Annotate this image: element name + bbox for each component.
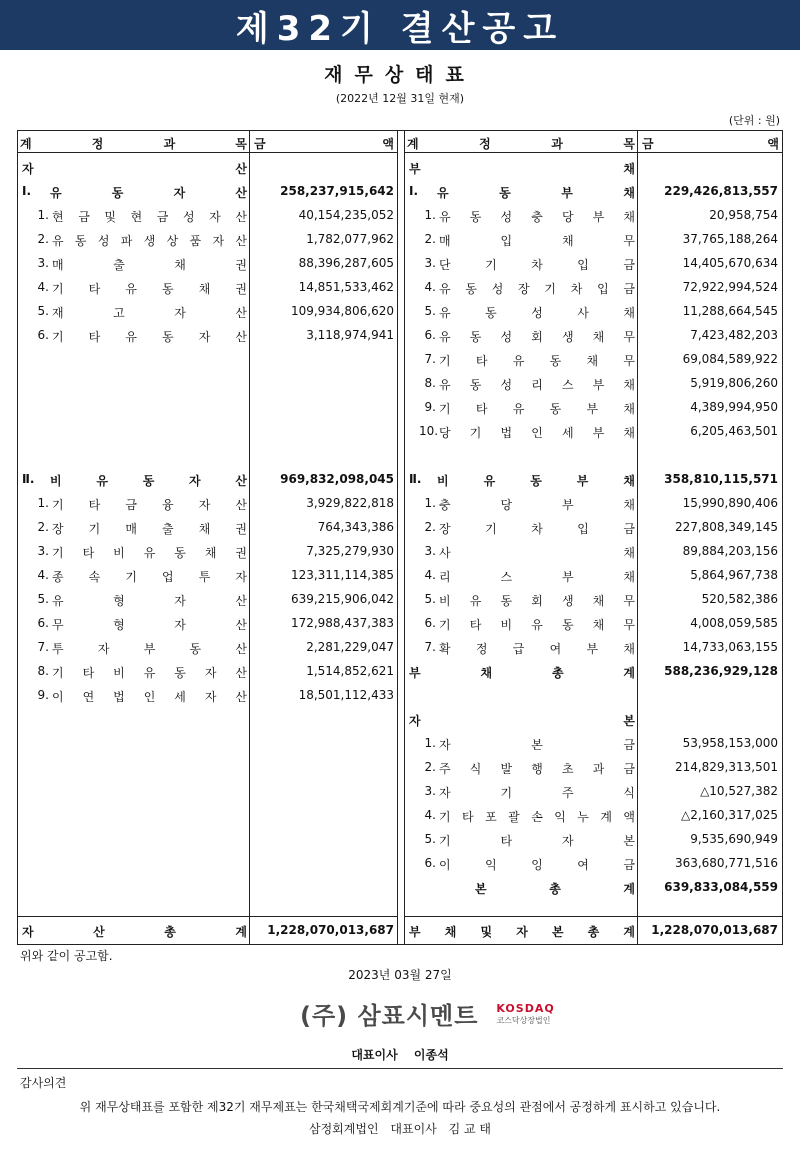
row-amount: 11,288,664,545	[682, 304, 778, 318]
row-label-text: 현 금 및 현 금 성 자 산	[52, 210, 247, 224]
row-number: Ⅱ.	[22, 472, 35, 486]
row-label	[32, 304, 247, 321]
divider	[17, 1068, 783, 1069]
table-row	[18, 275, 397, 299]
row-number: 10.	[419, 424, 439, 438]
row-label-text: 장 기 차 입 금	[439, 522, 635, 536]
table-row	[405, 251, 782, 275]
row-label-text: 부 채 및 자 본 총 계	[409, 925, 635, 939]
row-number: 1.	[424, 496, 436, 510]
row-amount: 18,501,112,433	[298, 688, 394, 702]
table-row	[18, 251, 397, 275]
row-number: 2.	[424, 232, 436, 246]
row-label-text: 유 동 성 사 채	[439, 306, 635, 320]
row-label	[32, 592, 247, 609]
assets-section-title	[18, 155, 397, 179]
row-label-text: 매 입 채 무	[439, 234, 635, 248]
row-label-text: 기 타 유 동 자 산	[52, 330, 247, 344]
auditor-firm: 삼정회계법인	[309, 1122, 379, 1136]
row-amount: 4,389,994,950	[690, 400, 778, 414]
row-number: 2.	[37, 520, 49, 534]
table-row	[405, 419, 782, 443]
table-row	[405, 587, 782, 611]
audit-opinion-title: 감사의견	[20, 1076, 67, 1090]
row-label	[22, 472, 247, 489]
row-label	[419, 544, 635, 561]
row-label-text: 자 본 금	[439, 738, 635, 752]
noncurrent-liabilities-row	[405, 467, 782, 491]
row-label-text: 기 타 비 유 동 자 산	[52, 666, 247, 680]
row-amount: 3,929,822,818	[306, 496, 394, 510]
row-amount: 1,228,070,013,687	[651, 923, 778, 937]
row-label	[419, 784, 635, 801]
row-label-text: 유 동 성 충 당 부 채	[439, 210, 635, 224]
row-amount: 5,919,806,260	[690, 376, 778, 390]
row-label	[419, 280, 635, 297]
row-label-text: 본 총 계	[475, 882, 635, 896]
table-row	[405, 779, 782, 803]
row-amount: 520,582,386	[701, 592, 778, 606]
row-label	[419, 208, 635, 225]
row-label-text: 유 형 자 산	[52, 594, 247, 608]
row-number: 9.	[424, 400, 436, 414]
as-of-date: (2022년 12월 31일 현재)	[335, 92, 465, 105]
row-number: Ⅱ.	[409, 472, 422, 486]
row-label	[409, 160, 635, 177]
row-label-text: 유 동 부 채	[437, 186, 635, 200]
table-row	[405, 563, 782, 587]
row-label-text: 장 기 매 출 채 권	[52, 522, 247, 536]
row-amount: 9,535,690,949	[690, 832, 778, 846]
row-label-text: 자 산	[22, 162, 247, 176]
table-row	[18, 227, 397, 251]
row-amount: 7,423,482,203	[690, 328, 778, 342]
table-row	[18, 515, 397, 539]
row-label-text: 기 타 자 본	[439, 834, 635, 848]
row-label-text: 자 산 총 계	[22, 925, 247, 939]
row-label-text: 자 기 주 식	[439, 786, 635, 800]
assets-side	[18, 131, 398, 944]
table-row	[18, 323, 397, 347]
row-label	[419, 832, 635, 849]
row-number: 6.	[37, 616, 49, 630]
row-label	[32, 256, 247, 273]
row-amount: 764,343,386	[317, 520, 394, 534]
row-label-text: 유 동 성 파 생 상 품 자 산	[52, 234, 247, 248]
row-number: 2.	[424, 760, 436, 774]
row-amount: 1,782,077,962	[306, 232, 394, 246]
row-number: 4.	[424, 808, 436, 822]
liabilities-section-title	[405, 155, 782, 179]
row-amount: 7,325,279,930	[306, 544, 394, 558]
row-label	[419, 640, 635, 657]
table-row	[18, 587, 397, 611]
row-number: 3.	[37, 544, 49, 558]
table-row	[405, 347, 782, 371]
row-label-text: 기 타 유 동 채 권	[52, 282, 247, 296]
total-equity-row	[405, 875, 782, 899]
table-row	[405, 755, 782, 779]
announcement-banner	[0, 0, 800, 50]
row-label-text: 기 타 유 동 채 무	[439, 354, 635, 368]
row-number: 4.	[37, 568, 49, 582]
total-liabilities-row	[405, 659, 782, 683]
table-row	[405, 803, 782, 827]
row-number: 4.	[37, 280, 49, 294]
assets-header	[18, 131, 397, 153]
row-amount: 258,237,915,642	[280, 184, 394, 198]
statement-title: 재무상태표	[324, 64, 476, 86]
row-label-text: 부 채	[409, 162, 635, 176]
row-number: 5.	[37, 304, 49, 318]
row-number: 4.	[424, 280, 436, 294]
row-label	[32, 328, 247, 345]
row-label-text: 이 익 잉 여 금	[439, 858, 635, 872]
row-label-text: 사 채	[439, 546, 635, 560]
row-label-text: 비 유 동 자 산	[50, 474, 247, 488]
row-label-text: 종 속 기 업 투 자	[52, 570, 247, 584]
row-label	[419, 616, 635, 633]
row-amount: 1,514,852,621	[306, 664, 394, 678]
row-amount: 69,084,589,922	[682, 352, 778, 366]
row-amount: △2,160,317,025	[680, 808, 778, 822]
row-label-text: 매 출 채 권	[52, 258, 247, 272]
table-row	[18, 635, 397, 659]
grand-total-row	[405, 918, 782, 942]
row-label	[419, 592, 635, 609]
ceo-signature	[0, 1046, 800, 1063]
company-logo	[300, 996, 555, 1031]
row-number: 1.	[37, 496, 49, 510]
row-number: 5.	[37, 592, 49, 606]
row-label	[419, 856, 635, 873]
row-amount: 37,765,188,264	[682, 232, 778, 246]
table-row	[405, 371, 782, 395]
account-header: 계 정 과 목	[407, 137, 635, 151]
row-label	[419, 400, 635, 417]
row-amount: 15,990,890,406	[682, 496, 778, 510]
row-amount: 123,311,114,385	[290, 568, 394, 582]
row-number: 2.	[424, 520, 436, 534]
row-number: 7.	[424, 640, 436, 654]
row-amount: 639,833,084,559	[664, 880, 778, 894]
row-label	[419, 304, 635, 321]
total-assets-row	[18, 918, 397, 942]
ceo-title: 대표이사	[351, 1048, 398, 1062]
table-row	[405, 539, 782, 563]
row-amount: 4,008,059,585	[690, 616, 778, 630]
amount-header: 금 액	[642, 137, 779, 151]
table-row	[405, 515, 782, 539]
row-amount: 14,405,670,634	[682, 256, 778, 270]
row-amount: 214,829,313,501	[674, 760, 778, 774]
row-number: 8.	[424, 376, 436, 390]
row-number: Ⅰ.	[22, 184, 32, 198]
row-label	[419, 760, 635, 777]
row-label-text: 비 유 동 회 생 채 무	[439, 594, 635, 608]
table-row	[405, 851, 782, 875]
row-label	[32, 208, 247, 225]
row-amount: 109,934,806,620	[290, 304, 394, 318]
row-number: 5.	[424, 592, 436, 606]
current-assets-row	[18, 179, 397, 203]
row-label	[32, 520, 247, 537]
table-row	[405, 827, 782, 851]
row-label	[409, 712, 635, 729]
company-name: (주) 삼표시멘트	[300, 1002, 479, 1030]
table-row	[18, 563, 397, 587]
row-label-text: 무 형 자 산	[52, 618, 247, 632]
table-row	[405, 491, 782, 515]
row-amount: 363,680,771,516	[674, 856, 778, 870]
row-amount: 14,733,063,155	[682, 640, 778, 654]
row-label	[419, 520, 635, 537]
row-number: 6.	[424, 328, 436, 342]
row-label-text: 기 타 금 융 자 산	[52, 498, 247, 512]
kosdaq-sub-label: 코스닥상장법인	[496, 1015, 551, 1025]
row-label	[22, 160, 247, 177]
row-amount: 1,228,070,013,687	[267, 923, 394, 937]
table-row	[18, 299, 397, 323]
row-label	[32, 232, 247, 249]
row-label	[32, 640, 247, 657]
row-label-text: 충 당 부 채	[439, 498, 635, 512]
kosdaq-label: KOSDAQ	[496, 1001, 555, 1015]
account-header: 계 정 과 목	[20, 137, 247, 151]
row-amount: 5,864,967,738	[690, 568, 778, 582]
row-label-text: 이 연 법 인 세 자 산	[52, 690, 247, 704]
row-amount: 588,236,929,128	[664, 664, 778, 678]
liabilities-header	[405, 131, 782, 153]
row-amount: 14,851,533,462	[298, 280, 394, 294]
row-label-text: 자 본	[409, 714, 635, 728]
amount-header: 금 액	[254, 137, 394, 151]
table-row	[405, 275, 782, 299]
row-label-text: 유 동 성 장 기 차 입 금	[439, 282, 635, 296]
row-label	[32, 688, 247, 705]
row-number: 5.	[424, 832, 436, 846]
table-row	[18, 203, 397, 227]
row-label	[419, 496, 635, 513]
row-number: 7.	[424, 352, 436, 366]
row-number: 1.	[424, 208, 436, 222]
table-row	[18, 659, 397, 683]
row-label	[419, 376, 635, 393]
auditor-title: 대표이사	[390, 1122, 437, 1136]
row-label	[32, 496, 247, 513]
row-label	[32, 280, 247, 297]
banner-title: 제32기 결산공고	[235, 8, 565, 49]
row-number: 6.	[424, 856, 436, 870]
row-label-text: 당 기 법 인 세 부 채	[439, 426, 635, 440]
row-amount: 88,396,287,605	[298, 256, 394, 270]
row-number: 6.	[424, 616, 436, 630]
row-label-text: 유 동 성 회 생 채 무	[439, 330, 635, 344]
row-number: 8.	[37, 664, 49, 678]
row-label	[475, 880, 635, 897]
row-amount: 229,426,813,557	[664, 184, 778, 198]
row-label-text: 투 자 부 동 산	[52, 642, 247, 656]
row-label	[419, 424, 635, 441]
row-label	[419, 328, 635, 345]
kosdaq-badge	[496, 1002, 554, 1026]
row-label	[409, 184, 635, 201]
table-row	[405, 203, 782, 227]
row-label-text: 유 동 자 산	[50, 186, 247, 200]
row-number: 5.	[424, 304, 436, 318]
equity-section-title	[405, 707, 782, 731]
row-label	[32, 544, 247, 561]
row-number: 4.	[424, 568, 436, 582]
table-row	[18, 611, 397, 635]
table-row	[18, 539, 397, 563]
row-label-text: 리 스 부 채	[439, 570, 635, 584]
ceo-name: 이종석	[413, 1048, 449, 1062]
liabilities-equity-side	[405, 131, 782, 944]
row-label	[22, 184, 247, 201]
table-row	[405, 395, 782, 419]
row-amount: 20,958,754	[709, 208, 778, 222]
row-label	[32, 664, 247, 681]
row-number: 3.	[424, 544, 436, 558]
row-label-text: 유 동 성 리 스 부 채	[439, 378, 635, 392]
unit-label: (단위 : 원)	[728, 114, 780, 127]
announcement-note: 위와 같이 공고함.	[20, 949, 113, 963]
row-label	[419, 568, 635, 585]
row-amount: △10,527,382	[700, 784, 778, 798]
row-label-text: 기 타 유 동 부 채	[439, 402, 635, 416]
row-label	[409, 472, 635, 489]
row-number: 3.	[424, 784, 436, 798]
table-row	[18, 491, 397, 515]
row-amount: 3,118,974,941	[306, 328, 394, 342]
row-number: 7.	[37, 640, 49, 654]
balance-sheet-table	[17, 130, 783, 945]
row-label	[22, 923, 247, 940]
row-number: Ⅰ.	[409, 184, 419, 198]
table-row	[405, 731, 782, 755]
row-label-text: 주 식 발 행 초 과 금	[439, 762, 635, 776]
row-label	[32, 568, 247, 585]
row-amount: 172,988,437,383	[290, 616, 394, 630]
row-label-text: 재 고 자 산	[52, 306, 247, 320]
row-label-text: 단 기 차 입 금	[439, 258, 635, 272]
row-amount: 40,154,235,052	[298, 208, 394, 222]
row-label-text: 확 정 급 여 부 채	[439, 642, 635, 656]
row-label	[419, 736, 635, 753]
row-amount: 969,832,098,045	[280, 472, 394, 486]
row-amount: 639,215,906,042	[290, 592, 394, 606]
row-label-text: 기 타 비 유 동 채 무	[439, 618, 635, 632]
row-number: 9.	[37, 688, 49, 702]
row-label-text: 부 채 총 계	[409, 666, 635, 680]
noncurrent-assets-row	[18, 467, 397, 491]
row-label	[419, 232, 635, 249]
table-row	[405, 299, 782, 323]
row-number: 3.	[424, 256, 436, 270]
row-amount: 358,810,115,571	[664, 472, 778, 486]
row-number: 6.	[37, 328, 49, 342]
row-number: 1.	[424, 736, 436, 750]
row-amount: 53,958,153,000	[682, 736, 778, 750]
row-amount: 2,281,229,047	[306, 640, 394, 654]
table-row	[405, 323, 782, 347]
row-label	[419, 256, 635, 273]
announcement-date: 2023년 03월 27일	[348, 968, 452, 982]
table-row	[405, 227, 782, 251]
row-label	[409, 664, 635, 681]
row-label	[409, 923, 635, 940]
row-label	[419, 808, 635, 825]
row-amount: 6,205,463,501	[690, 424, 778, 438]
row-number: 1.	[37, 208, 49, 222]
row-label	[32, 616, 247, 633]
auditor-signature	[0, 1120, 800, 1137]
row-number: 3.	[37, 256, 49, 270]
row-number: 2.	[37, 232, 49, 246]
audit-opinion-text: 위 재무상태표를 포함한 제32기 재무제표는 한국채택국제회계기준에 따라 중요성의 관점에서 공정하게 표시하고 있습니다.	[79, 1100, 721, 1114]
table-row	[405, 635, 782, 659]
table-row	[18, 683, 397, 707]
auditor-name: 김 교 태	[448, 1122, 491, 1136]
row-amount: 72,922,994,524	[682, 280, 778, 294]
table-row	[405, 611, 782, 635]
current-liabilities-row	[405, 179, 782, 203]
row-label-text: 기 타 비 유 동 채 권	[52, 546, 247, 560]
row-label	[419, 352, 635, 369]
row-amount: 89,884,203,156	[682, 544, 778, 558]
row-label-text: 비 유 동 부 채	[437, 474, 635, 488]
row-amount: 227,808,349,145	[674, 520, 778, 534]
row-label-text: 기 타 포 괄 손 익 누 계 액	[439, 810, 635, 824]
